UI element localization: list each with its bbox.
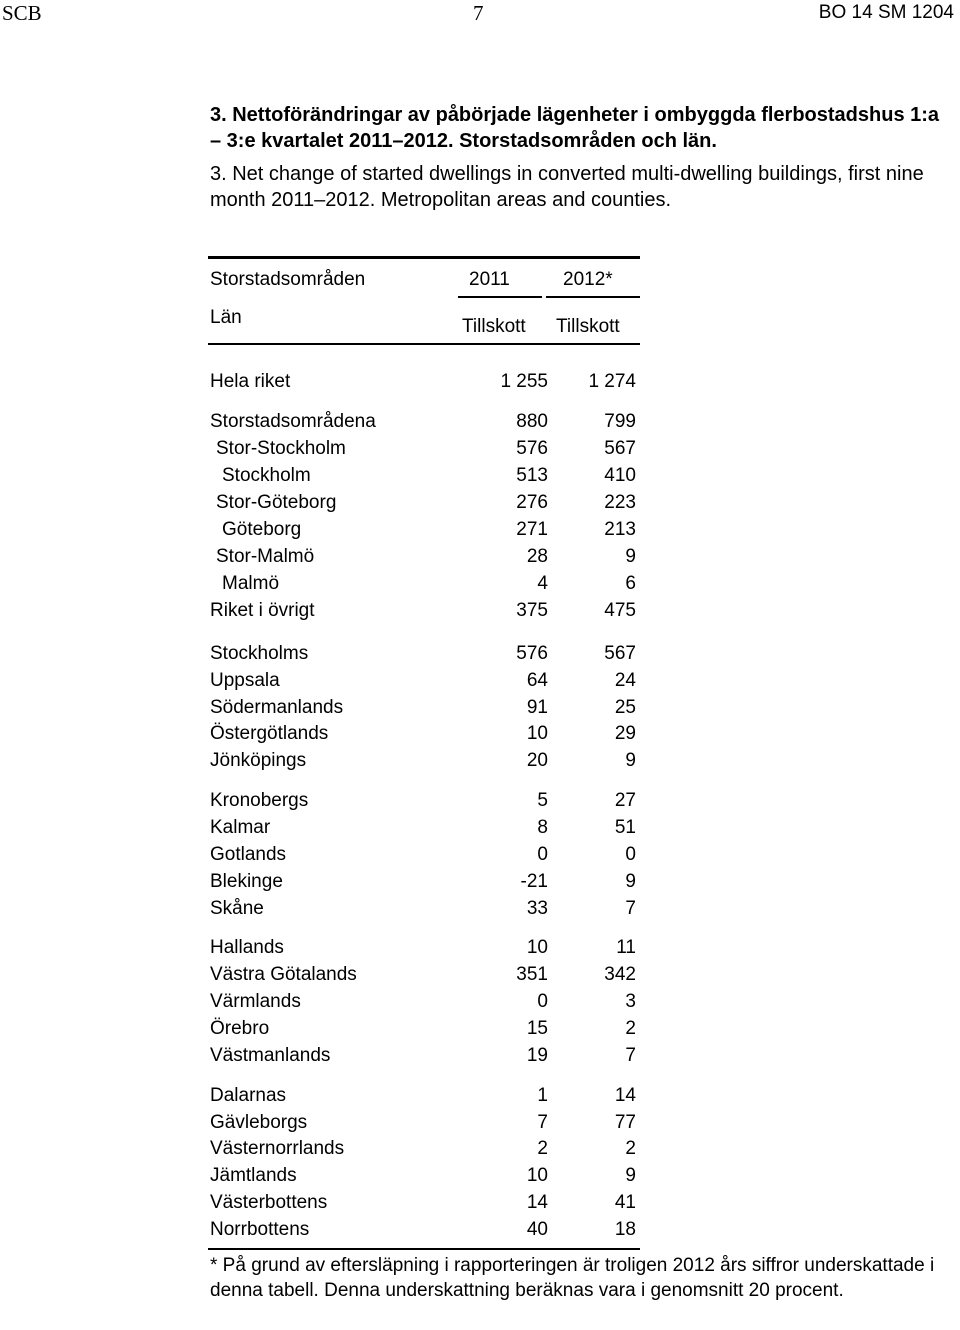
header-org: SCB [2,1,42,25]
table-row [210,844,640,866]
table-row [210,1112,640,1134]
row-label: Södermanlands [210,697,344,718]
table-row [210,465,640,487]
table-row [210,1018,640,1040]
value-2012: 1 274 [588,371,636,392]
row-label: Malmö [222,573,280,594]
value-2012: 3 [625,991,636,1012]
value-2012: 9 [625,871,636,892]
row-label: Göteborg [222,519,302,540]
value-2011: 576 [516,438,548,459]
subheader-2011: Tillskott [462,316,526,337]
row-label: Gotlands [210,844,287,865]
value-2011: 0 [537,991,548,1012]
row-label: Norrbottens [210,1219,310,1240]
table-row [210,600,640,622]
row-label: Jämtlands [210,1165,297,1186]
row-label: Stockholm [222,465,311,486]
value-2012: 2 [625,1018,636,1039]
table-row [210,492,640,514]
value-2012: 799 [604,411,636,432]
value-2011: 10 [526,937,548,958]
row-label: Stor-Malmö [216,546,315,567]
value-2012: 11 [616,937,636,958]
subheader-2012: Tillskott [556,316,620,337]
row-label: Gävleborgs [210,1112,308,1133]
value-2012: 24 [614,670,636,691]
row-label: Kronobergs [210,790,309,811]
table-bottom-rule [208,1248,640,1250]
value-2012: 0 [625,844,636,865]
table-row [210,438,640,460]
value-2012: 6 [625,573,636,594]
header-year-2012: 2012* [563,269,613,290]
table-row [210,1138,640,1160]
table-row [210,937,640,959]
table-row [210,546,640,568]
value-2011: 33 [526,898,548,919]
table-row [210,1045,640,1067]
value-2011: 513 [516,465,548,486]
value-2011: 271 [516,519,548,540]
row-label: Västmanlands [210,1045,331,1066]
row-label: Riket i övrigt [210,600,315,621]
value-2012: 25 [614,697,636,718]
value-2011: 7 [537,1112,548,1133]
value-2012: 342 [604,964,636,985]
value-2011: 351 [516,964,548,985]
value-2012: 9 [625,546,636,567]
value-2012: 51 [614,817,636,838]
value-2012: 77 [614,1112,636,1133]
table-row [210,991,640,1013]
row-label: Storstadsområdena [210,411,376,432]
header-region: Storstadsområden [210,269,366,290]
row-label: Hela riket [210,371,291,392]
value-2011: 5 [537,790,548,811]
table-row [210,964,640,986]
value-2011: 375 [516,600,548,621]
table-row [210,750,640,772]
table-row [210,871,640,893]
value-2012: 18 [614,1219,636,1240]
row-label: Hallands [210,937,284,958]
title-english: 3. Net change of started dwellings in converted multi-dwelling buildings, first nine month 2011–2012. Metropolitan areas and counties. [210,163,924,211]
table-row [210,670,640,692]
row-label: Västra Götalands [210,964,357,985]
value-2012: 27 [614,790,636,811]
value-2012: 410 [604,465,636,486]
table-row [210,1165,640,1187]
table-row [210,519,640,541]
row-label: Dalarnas [210,1085,287,1106]
value-2012: 223 [604,492,636,513]
value-2012: 2 [625,1138,636,1159]
row-label: Stockholms [210,643,309,664]
value-2011: 276 [516,492,548,513]
value-2012: 213 [604,519,636,540]
page-number: 7 [473,1,484,25]
header-report-id: BO 14 SM 1204 [818,2,954,23]
value-2011: 880 [516,411,548,432]
row-label: Uppsala [210,670,280,691]
table-row [210,1192,640,1214]
table-row [210,371,640,393]
table-row [210,790,640,812]
row-label: Västernorrlands [210,1138,345,1159]
value-2012: 7 [625,1045,636,1066]
table-row [210,817,640,839]
value-2012: 41 [614,1192,636,1213]
value-2012: 475 [604,600,636,621]
header-year-2011: 2011 [469,269,510,290]
value-2012: 9 [625,750,636,771]
table-row [210,898,640,920]
row-label: Kalmar [210,817,271,838]
row-label: Blekinge [210,871,283,892]
value-2011: -21 [520,871,548,892]
value-2011: 1 [537,1085,548,1106]
table-row [210,643,640,665]
value-2011: 8 [537,817,548,838]
value-2011: 64 [526,670,548,691]
value-2012: 29 [614,723,636,744]
header-county: Län [210,307,242,328]
value-2012: 567 [604,643,636,664]
value-2011: 14 [526,1192,548,1213]
title-swedish: 3. Nettoförändringar av påbörjade lägenheter i ombyggda flerbostadshus 1:a – 3:e kvartalet 2011–2012. Storstadsområden och län. [210,104,940,152]
table-row [210,723,640,745]
value-2012: 14 [614,1085,636,1106]
value-2011: 1 255 [500,371,548,392]
value-2011: 10 [526,1165,548,1186]
table-row [210,573,640,595]
row-label: Västerbottens [210,1192,328,1213]
footnote: * På grund av eftersläpning i rapporteringen är troligen 2012 års siffror underskattade i denna tabell. Denna underskattning beräknas vara i genomsnitt 20 procent. [210,1255,935,1301]
value-2012: 7 [625,898,636,919]
row-label: Stor-Stockholm [216,438,346,459]
table-row [210,697,640,719]
value-2011: 20 [526,750,548,771]
table-row [210,1085,640,1107]
value-2012: 9 [625,1165,636,1186]
value-2011: 91 [526,697,548,718]
value-2011: 576 [516,643,548,664]
value-2011: 0 [537,844,548,865]
table-row [210,1219,640,1241]
value-2011: 40 [526,1219,548,1240]
row-label: Stor-Göteborg [216,492,337,513]
value-2011: 19 [526,1045,548,1066]
row-label: Örebro [210,1018,270,1039]
row-label: Skåne [210,898,264,919]
row-label: Värmlands [210,991,301,1012]
value-2012: 567 [604,438,636,459]
table-row [210,411,640,433]
row-label: Jönköpings [210,750,307,771]
row-label: Östergötlands [210,723,329,744]
value-2011: 2 [537,1138,548,1159]
value-2011: 4 [537,573,548,594]
value-2011: 10 [526,723,548,744]
value-2011: 28 [526,546,548,567]
value-2011: 15 [526,1018,548,1039]
